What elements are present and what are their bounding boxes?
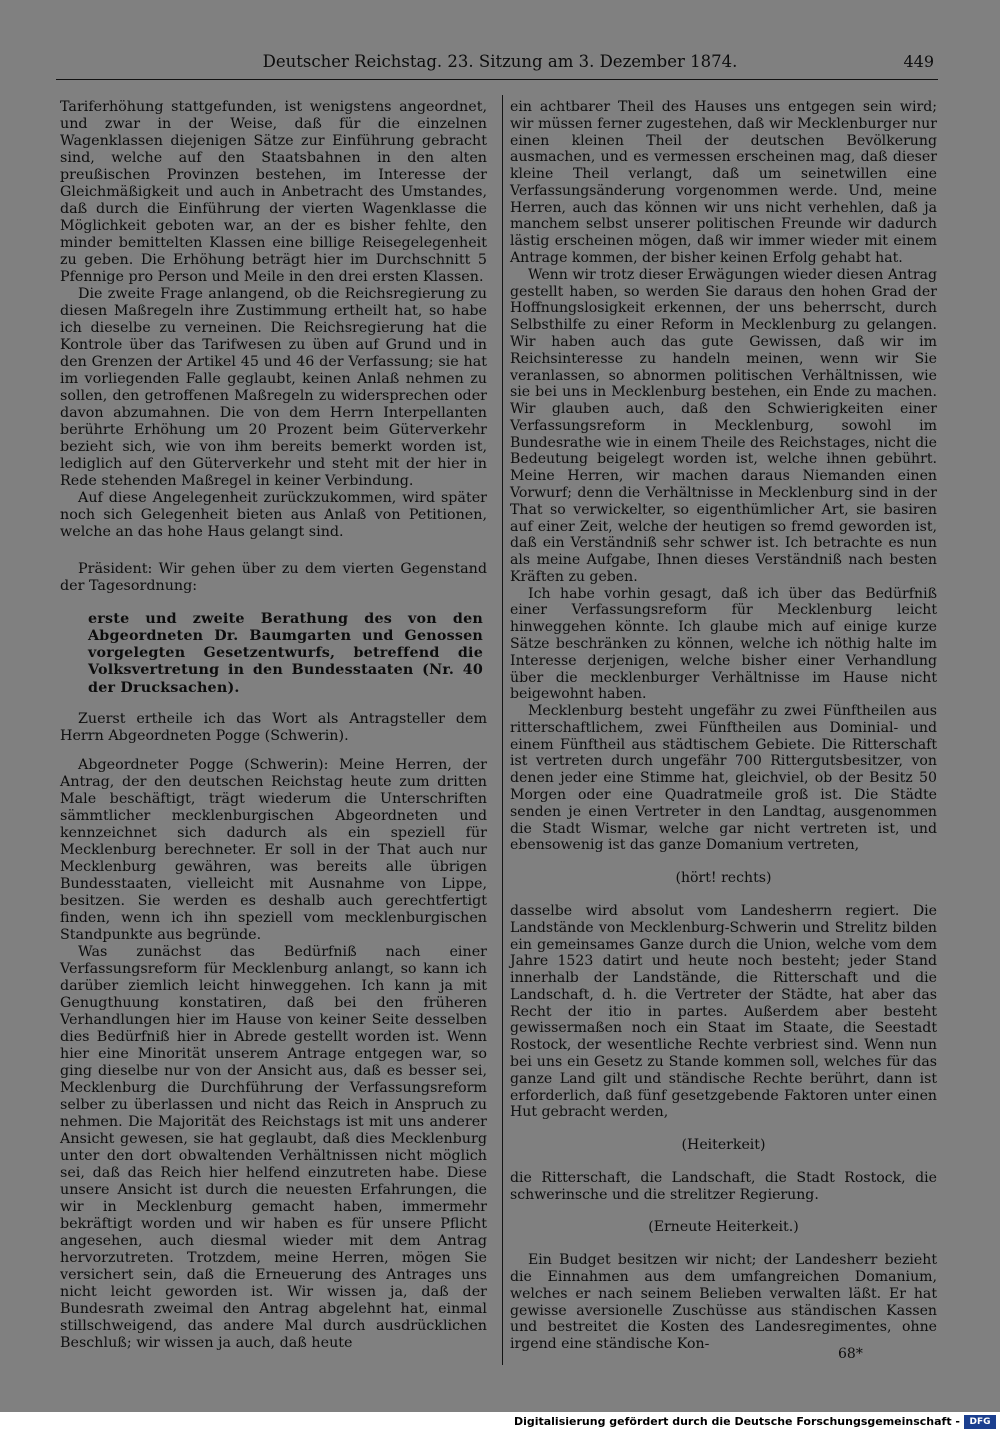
paragraph: Auf diese Angelegenheit zurückzukommen, wird später noch sich Gelegenheit bieten aus Anlaß von Petitionen, welche an das hohe Haus gelangt sind. (60, 490, 487, 541)
paragraph: Was zunächst das Bedürfniß nach einer Verfassungsreform für Mecklenburg anlangt, so kann ich darüber ziemlich leicht hinweggehen. Ich kann ja mit Genugthuung konstatiren, daß bei den früheren Verhandlungen hier im Hause von keiner Seite desselben dies Bedürfniß hier in Abrede gestellt worden ist. Wenn hier eine Minorität unserem Antrage entgegen war, so ging dieselbe nur von der Ansicht aus, daß es besser sei, Mecklenburg die Durchführung der Verfassungsreform selber zu überlassen und nicht das Reich in Anspruch zu nehmen. Die Majorität des Reichstags ist mit uns anderer Ansicht gewesen, sie hat geglaubt, daß dies Mecklenburg unter den dort obwaltenden Verhältnissen nicht möglich sei, daß das Reich hier helfend einzutreten habe. Diese unsere Ansicht ist durch die neuesten Erfahrungen, die wir in Mecklenburg gemacht haben, immermehr bekräftigt worden und wir haben es für unsere Pflicht angesehen, auch diesmal wieder mit dem Antrag hervorzutreten. Trotzdem, meine Herren, mögen Sie versichert sein, daß die Erneuerung des Antrages uns nicht leicht geworden ist. Wir wissen ja, daß der Bundesrath zweimal den Antrag abgelehnt hat, einmal stillschweigend, das andere Mal durch ausdrücklichen Beschluß; wir wissen ja auch, daß heute (60, 943, 487, 1352)
header-rule (56, 79, 938, 80)
paragraph: Zuerst ertheile ich das Wort als Antragsteller dem Herrn Abgeordneten Pogge (Schwerin). (60, 710, 487, 744)
right-column (510, 99, 937, 1353)
agenda-item: erste und zweite Berathung des von den Abgeordneten Dr. Baumgarten und Genossen vorgelegten Gesetzentwurfs, betreffend die Volksvertretung in den Bundesstaaten (Nr. 40 der Drucksachen). (88, 611, 483, 696)
paragraph-president: Präsident: Wir gehen über zu dem vierten Gegenstand der Tagesordnung: (60, 561, 487, 595)
interjection: (Heiterkeit) (681, 1137, 766, 1154)
footer-bar (0, 1412, 1000, 1432)
footer-credit: Digitalisierung gefördert durch die Deutsche Forschungsgemeinschaft - (513, 1415, 960, 1428)
column-divider (502, 95, 503, 1365)
paragraph: Ich habe vorhin gesagt, daß ich über das Bedürfniß einer Verfassungsreform für Mecklenburg leicht hinweggehen könnte. Ich glaube mich auf einige kurze Sätze beschränken zu können, welche ich nöthig halte im Interesse derjenigen, welche bisher einer Verhandlung über die mecklenburger Verhältnisse im Hause nicht beigewohnt haben. (510, 585, 937, 703)
running-header: Deutscher Reichstag. 23. Sitzung am 3. Dezember 1874. (262, 52, 738, 71)
page-number: 449 (903, 52, 934, 71)
interjection: (hört! rechts) (675, 870, 772, 887)
left-column (60, 99, 487, 1352)
signature-mark: 68* (838, 1346, 863, 1362)
paragraph: Die zweite Frage anlangend, ob die Reichsregierung zu diesen Maßregeln ihre Zustimmung ertheilt hat, so habe ich dieselbe zu verneinen. Die Reichsregierung hat die Kontrole über das Tarifwesen zu üben auf Grund und in den Grenzen der Artikel 45 und 46 der Verfassung; sie hat im vorliegenden Falle geglaubt, keinen Anlaß nehmen zu sollen, den getroffenen Maßregeln zu widersprechen oder davon abzumahnen. Die von dem Herrn Interpellanten berührte Erhöhung um 20 Prozent beim Güterverkehr bezieht sich, wie von ihm bereits bemerkt worden ist, lediglich auf den Güterverkehr und steht mit der hier in Rede stehenden Maßregel in keiner Verbindung. (60, 286, 487, 490)
paragraph: dasselbe wird absolut vom Landesherrn regiert. Die Landstände von Mecklenburg-Schwerin und Strelitz bilden ein gemeinsames Ganze durch die Union, welche vom dem Jahre 1523 datirt und heute noch besteht; jeder Stand innerhalb der Landstände, die Ritterschaft und die Landschaft, d. h. die Vertreter der Städte, hat aber das Recht der itio in partes. Außerdem aber besteht gewissermaßen noch ein Staat im Staate, die Seestadt Rostock, der wesentliche Rechte verbriest sind. Wenn nun bei uns ein Gesetz zu Stande kommen soll, welches für das ganze Land gilt und ständische Rechte berührt, dann ist erforderlich, daß fünf gesetzgebende Faktoren unter einen Hut gebracht werden, (510, 902, 937, 1121)
dfg-logo: DFG (964, 1415, 996, 1429)
paragraph: Tariferhöhung stattgefunden, ist wenigstens angeordnet, und zwar in der Weise, daß für die einzelnen Wagenklassen diejenigen Sätze zur Einführung gebracht sind, welche auf den Staatsbahnen in den alten preußischen Provinzen bestehen, im Interesse der Gleichmäßigkeit und auch in Anbetracht des Umstandes, daß durch die Einführung der vierten Wagenklasse die Möglichkeit geboten war, an der es bisher fehlte, den minder bemittelten Klassen eine billige Reisegelegenheit zu geben. Die Erhöhung beträgt hier im Durchschnitt 5 Pfennige pro Person und Meile in den drei ersten Klassen. (60, 99, 487, 286)
paragraph: die Ritterschaft, die Landschaft, die Stadt Rostock, die schwerinsche und die strelitzer Regierung. (510, 1169, 937, 1203)
interjection: (Erneute Heiterkeit.) (648, 1219, 799, 1236)
paragraph-speech: Abgeordneter Pogge (Schwerin): Meine Herren, der Antrag, der den deutschen Reichstag heute zum dritten Male beschäftigt, trägt wiederum die Unterschriften sämmtlicher mecklenburgischen Abgeordneten und kennzeichnet sich dadurch als ein speziell für Mecklenburg berechneter. Er soll in der That auch nur Mecklenburg gewähren, was bereits alle übrigen Bundesstaaten, vielleicht mit Ausnahme von Lippe, besitzen. Sie werden es deshalb auch gerechtfertigt finden, wenn ich ihn speziell vom mecklenburgischen Standpunkte aus begründe. (60, 756, 487, 943)
paragraph: Mecklenburg besteht ungefähr zu zwei Fünftheilen aus ritterschaftlichem, zwei Fünftheilen aus Dominial- und einem Fünftheil aus städtischem Gebiete. Die Ritterschaft ist vertreten durch ungefähr 700 Rittergutsbesitzer, von denen jeder eine Stimme hat, gleichviel, ob der Besitz 50 Morgen oder eine Quadratmeile groß ist. Die Städte senden je einen Vertreter in den Landtag, ausgenommen die Stadt Wismar, welche gar nicht vertreten ist, und ebensowenig ist das ganze Domanium vertreten, (510, 703, 937, 854)
paragraph: ein achtbarer Theil des Hauses uns entgegen sein wird; wir müssen ferner zugestehen, daß wir Mecklenburger nur einen kleinen Theil der deutschen Bevölkerung ausmachen, und es vermessen erscheinen mag, daß dieser kleine Theil verlangt, daß um seinetwillen eine Verfassungsänderung vorgenommen werde. Und, meine Herren, auch das können wir uns nicht verhehlen, daß ja manchem selbst unserer politischen Freunde wir dadurch lästig erscheinen mögen, daß wir immer wieder mit einem Antrage kommen, der bisher keinen Erfolg gehabt hat. (510, 99, 937, 267)
paragraph: Ein Budget besitzen wir nicht; der Landesherr bezieht die Einnahmen aus dem umfangreichen Domanium, welches er nach seinem Belieben verwalten läßt. Er hat gewisse aversionelle Zuschüsse aus ständischen Kassen und bestreitet die Kosten des Landesregimentes, ohne irgend eine ständische Kon- (510, 1252, 937, 1353)
paragraph: Wenn wir trotz dieser Erwägungen wieder diesen Antrag gestellt haben, so werden Sie daraus den hohen Grad der Hoffnungslosigkeit erkennen, der uns beherrscht, durch Selbsthilfe zu einer Reform in Mecklenburg zu gelangen. Wir haben auch das gute Gewissen, daß wir im Reichsinteresse zu handeln meinen, wenn wir Sie veranlassen, so abnormen politischen Verhältnissen, wie sie bei uns in Mecklenburg bestehen, ein Ende zu machen. Wir glauben auch, daß den Schwierigkeiten einer Verfassungsreform in Mecklenburg, sowohl im Bundesrathe wie in einem Theile des Reichstages, nicht die Bedeutung beigelegt worden ist, welche ihnen gebührt. Meine Herren, wir machen daraus Niemanden einen Vorwurf; denn die Verhältnisse in Mecklenburg sind in der That so verwickelter, so eigenthümlicher Art, sie basiren auf einer Zeit, welche der heutigen so fremd geworden ist, daß ein Verständniß sehr schwer ist. Ich betrachte es nun als meine Aufgabe, Ihnen dieses Verständniß nach besten Kräften zu geben. (510, 266, 937, 585)
